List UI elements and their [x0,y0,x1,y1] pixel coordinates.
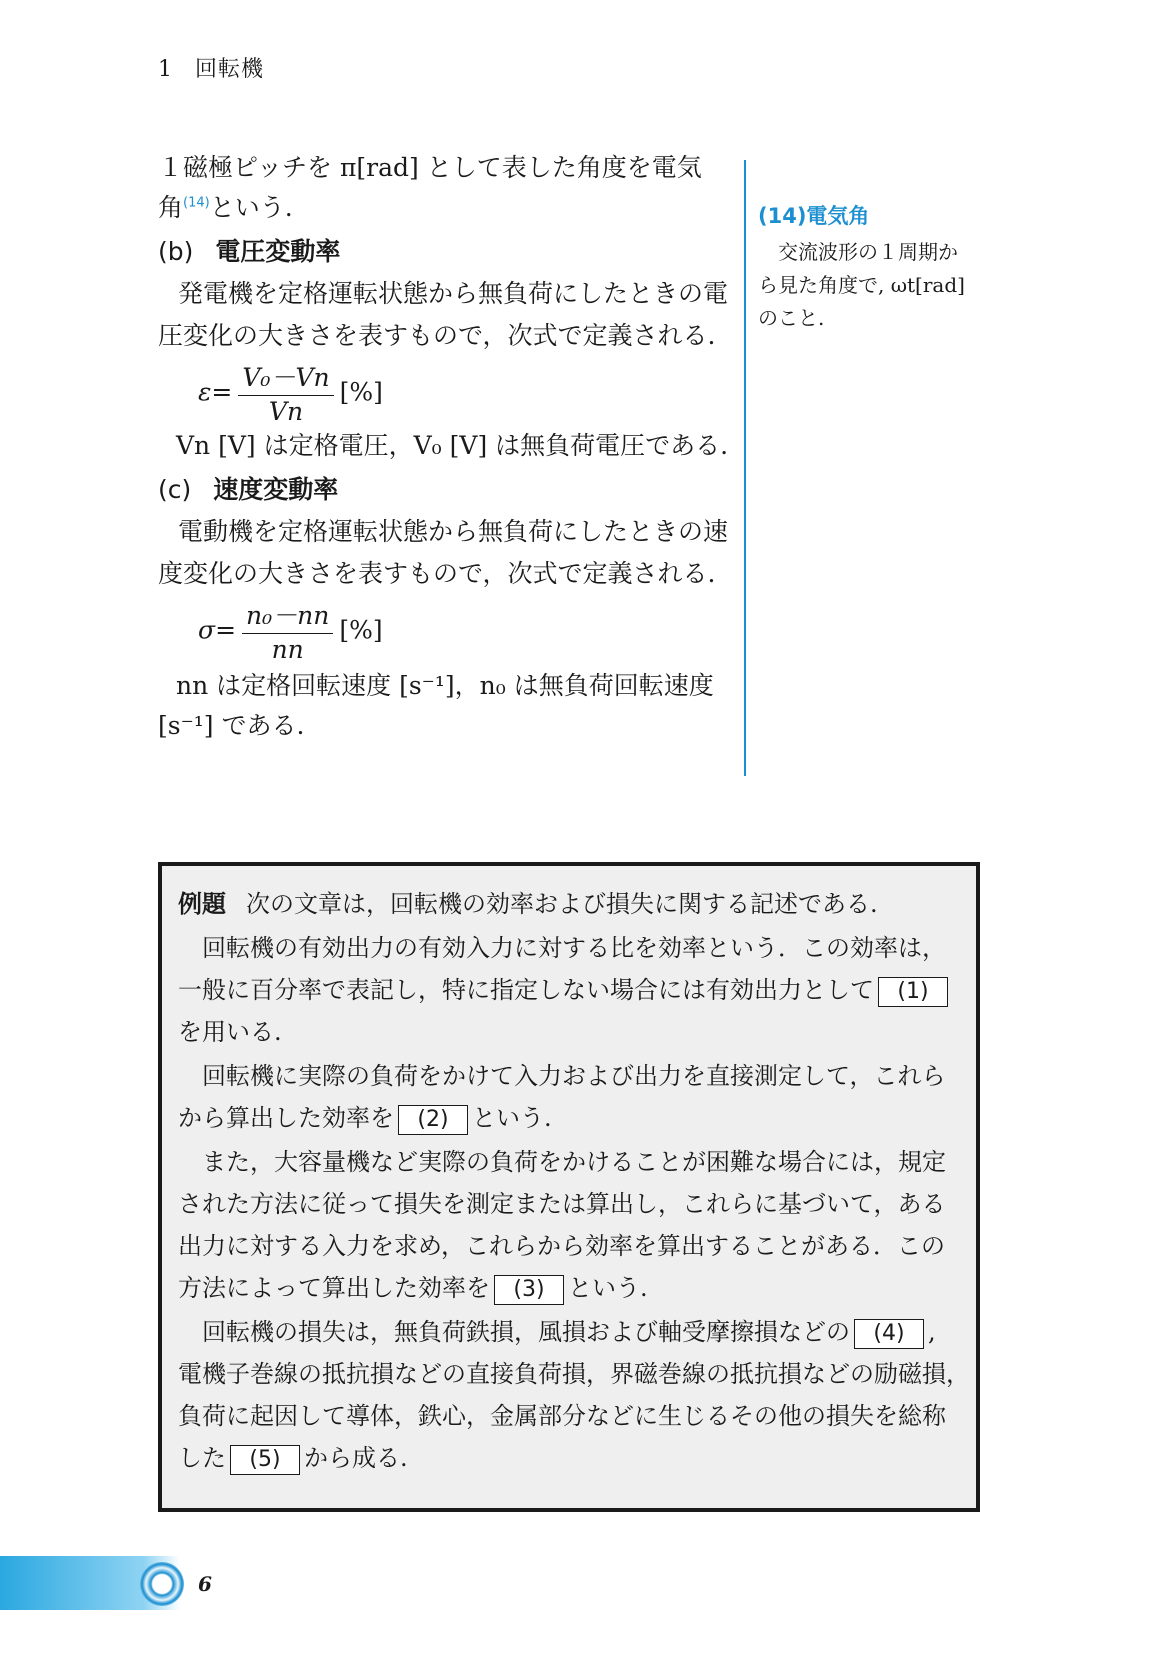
paragraph-line: 圧変化の大きさを表すもので，次式で定義される. [158,321,716,350]
example-box [158,862,980,1512]
margin-note-line: 交流波形の１周期か [778,240,958,264]
text-span: 角 [158,193,184,222]
example-line: 電機子巻線の抵抗損などの直接負荷損，界磁巻線の抵抗損などの励磁損， [178,1360,970,1388]
text-span: から成る. [304,1444,408,1472]
example-line [178,970,952,1007]
text-span: 方法によって算出した効率を [178,1274,490,1302]
paragraph-line: 発電機を定格運転状態から無負荷にしたときの電 [178,279,729,308]
paragraph-line: 電動機を定格運転状態から無負荷にしたときの速 [178,517,729,546]
section-heading-b [158,232,340,268]
eq-numerator: n₀－nn [242,596,333,634]
eq-lhs: ε= [198,377,233,407]
margin-note [758,200,998,335]
answer-blank-5[interactable]: (5) [230,1445,300,1475]
answer-blank-4[interactable]: (4) [854,1319,924,1349]
equation-voltage-regulation [198,358,383,426]
text-span: という. [209,193,293,222]
answer-blank-1[interactable]: (1) [878,977,948,1007]
eq-unit: [%] [339,615,383,645]
paragraph-line: １磁極ピッチを π[rad] として表した角度を電気 [158,153,702,182]
equation-speed-regulation [198,596,383,664]
paragraph-line: Vn [V] は定格電圧，V₀ [V] は無負荷電圧である. [176,431,729,460]
example-line: 回転機の有効出力の有効入力に対する比を効率という．この効率は， [202,934,946,962]
example-line [178,1098,552,1135]
margin-note-text [758,236,998,335]
text-span: という. [568,1274,648,1302]
section-label: (c) [158,475,192,504]
example-line: また，大容量機など実際の負荷をかけることが困難な場合には，規定 [202,1148,946,1176]
chapter-number: 1 [158,57,173,82]
example-line: 出力に対する入力を求め，これらから効率を算出することがある．この [178,1232,946,1260]
paragraph-line [158,188,293,224]
section-title: 電圧変動率 [215,237,341,266]
eq-unit: [%] [339,377,383,407]
example-line: された方法に従って損失を測定または算出し，これらに基づいて，ある [178,1190,946,1218]
fraction [242,596,333,664]
text-span: 次の文章は，回転機の効率および損失に関する記述である. [246,890,878,918]
eq-denominator: Vn [268,397,304,426]
text-span: から算出した効率を [178,1104,394,1132]
eq-numerator: V₀－Vn [238,358,333,396]
example-line: を用いる. [178,1018,282,1046]
paragraph-line: nn は定格回転速度 [s⁻¹]，n₀ は無負荷回転速度 [176,671,714,700]
text-span: 一般に百分率で表記し，特に指定しない場合には有効出力として [178,976,874,1004]
section-heading-c [158,470,338,506]
page-number: 6 [198,1572,212,1596]
margin-note-line: ら見た角度で, ωt[rad] [758,273,965,297]
example-label: 例題 [178,890,226,918]
margin-note-line: のこと. [758,306,825,330]
margin-note-title: (14)電気角 [758,204,870,228]
footnote-ref[interactable]: (14) [183,195,210,211]
text-span: した [178,1444,226,1472]
paragraph-line: 度変化の大きさを表すもので，次式で定義される. [158,559,716,588]
section-label: (b) [158,237,194,266]
example-line: 回転機に実際の負荷をかけて入力および出力を直接測定して，これら [202,1062,946,1090]
eq-denominator: nn [271,635,304,664]
example-line [178,1268,648,1305]
example-line: 負荷に起因して導体，鉄心，金属部分などに生じるその他の損失を総称 [178,1402,946,1430]
eq-lhs: σ= [198,615,237,645]
example-line [178,884,878,919]
text-span: , [928,1318,936,1346]
chapter-title: 回転機 [195,57,265,82]
running-header [158,52,264,83]
example-line [202,1312,936,1349]
footer-ring-icon [140,1562,184,1606]
answer-blank-3[interactable]: (3) [494,1275,564,1305]
text-span: 回転機の損失は，無負荷鉄損，風損および軸受摩擦損などの [202,1318,850,1346]
margin-rule [744,160,746,776]
fraction [238,358,333,426]
paragraph-line: [s⁻¹] である. [158,711,305,740]
example-line [178,1438,408,1475]
answer-blank-2[interactable]: (2) [398,1105,468,1135]
section-title: 速度変動率 [213,475,339,504]
text-span: という. [472,1104,552,1132]
